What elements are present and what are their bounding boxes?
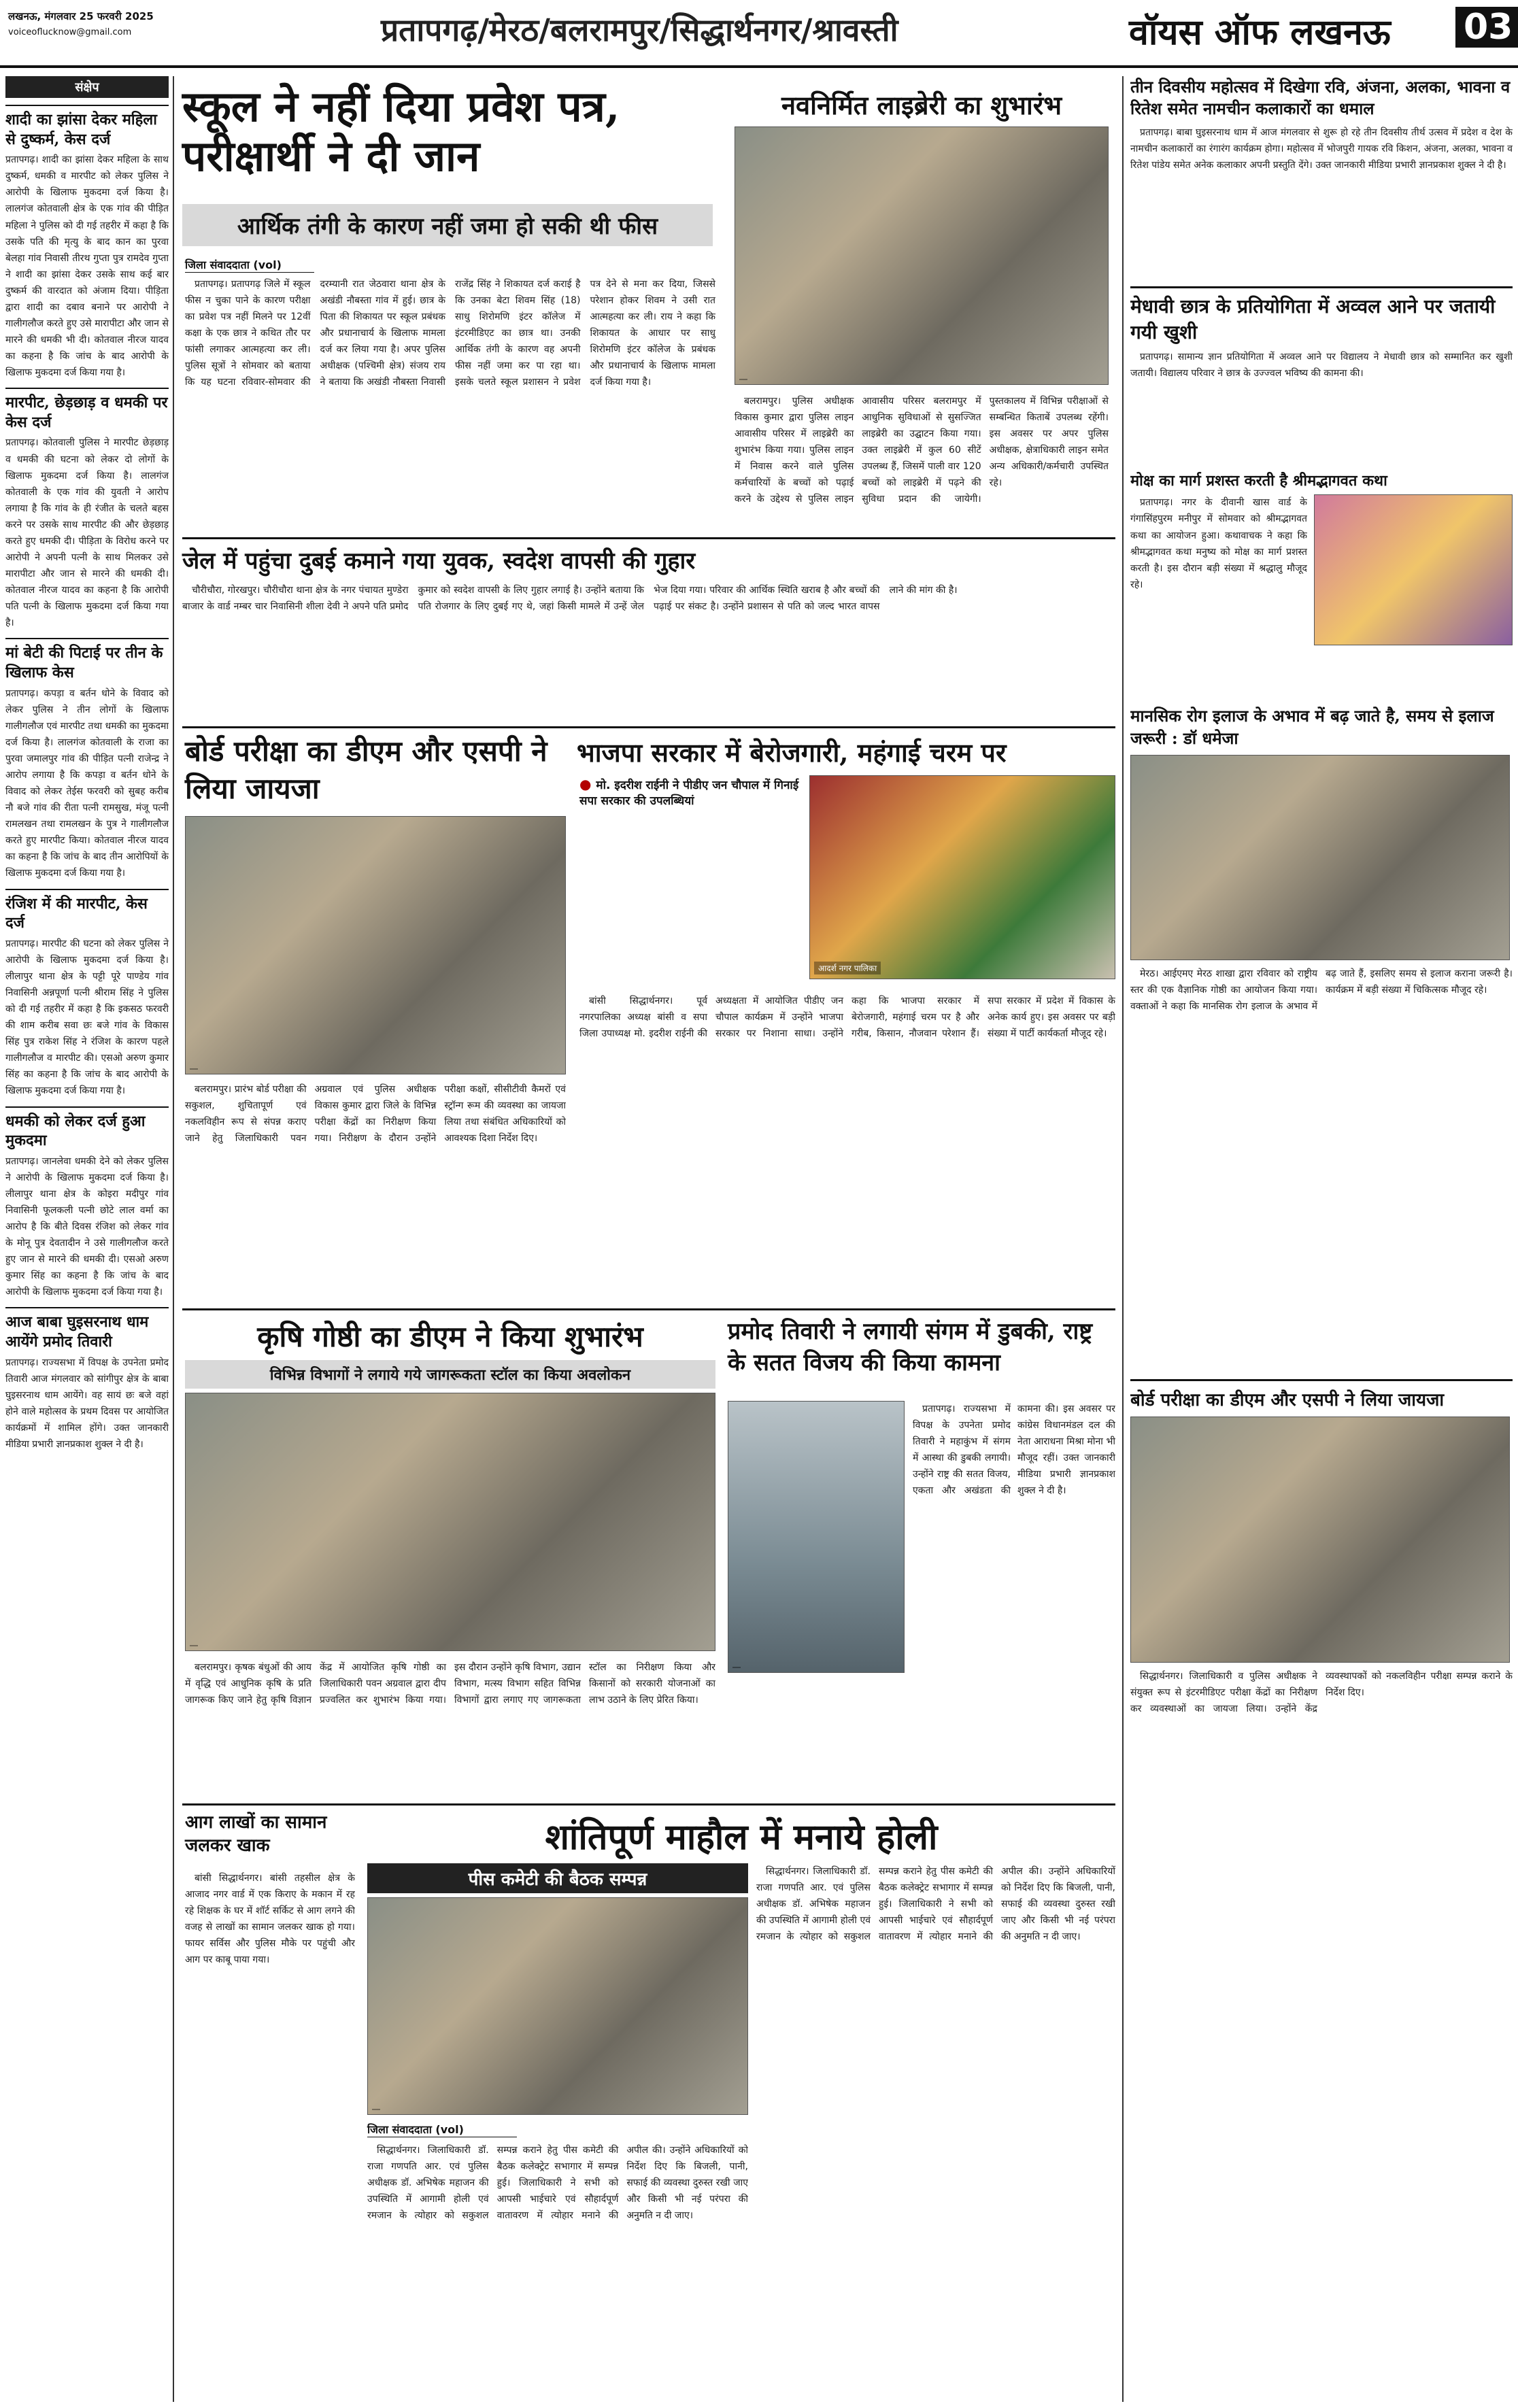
mental-health-body (1130, 966, 1513, 1374)
bhagwat-block (1130, 494, 1513, 698)
right-board-text: सिद्धार्थनगर। जिलाधिकारी व पुलिस अधीक्षक ने संयुक्त रूप से इंटरमीडिएट परीक्षा केंद्रों का निरीक्षण कर व्यवस्थाओं का जायजा लिया। उन्होंने केंद्र व्यवस्थापकों को नकलविहीन परीक्षा सम्पन्न कराने के निर्देश दिए। (1130, 1671, 1513, 1715)
holi-body (367, 2142, 748, 2401)
briefs-label: संक्षेप (5, 76, 169, 98)
holi-body-continued (756, 1863, 1115, 2401)
divider (173, 76, 174, 2402)
bjp-photo-caption: आदर्श नगर पालिका (814, 962, 881, 974)
brief-headline: धमकी को लेकर दर्ज हुआ मुकदमा (5, 1106, 169, 1151)
mahotsav-body (1130, 124, 1513, 281)
mental-health-headline: मानसिक रोग इलाज के अभाव में बढ़ जाते है, समय से इलाज जरूरी : डॉ धमेजा (1130, 706, 1494, 748)
brief-text: प्रतापगढ़। राज्यसभा में विपक्ष के उपनेता प्रमोद तिवारी आज मंगलवार को सांगीपुर क्षेत्र के बाबा घुइसरनाथ धाम आयेंगे। वह सायं छः बजे वहां होने वाले महोत्सव के प्रथम दिवस पर आयोजित कार्यक्रमों में शामिल होंगे। उक्त जानकारी मीडिया प्रभारी ज्ञानप्रकाश शुक्ल ने दी है। (5, 1357, 169, 1450)
right-board-body (1130, 1668, 1513, 1927)
fire-headline: आग लाखों का सामान जलकर खाक (185, 1812, 327, 1856)
briefs-list (5, 105, 169, 1453)
school-subhead: आर्थिक तंगी के कारण नहीं जमा हो सकी थी फीस (182, 204, 713, 246)
holi-byline: जिला संवाददाता (vol) (367, 2122, 517, 2137)
school-headline: स्कूल ने नहीं दिया प्रवेश पत्र, परीक्षार्थी ने दी जान (182, 82, 620, 182)
sangam-photo (728, 1401, 905, 1673)
krishi-headline: कृषि गोष्ठी का डीएम ने किया शुभारंभ (257, 1320, 643, 1353)
sangam-body (913, 1401, 1115, 1795)
divider (182, 726, 1115, 728)
mental-health-text: मेरठ। आईएमए मेरठ शाखा द्वारा रविवार को राष्ट्रीय स्तर की एक वैज्ञानिक गोष्ठी का आयोजन किया गया। वक्ताओं ने कहा कि मानसिक रोग इलाज के अभाव में बढ़ जाते हैं, इसलिए समय से इलाज कराना जरूरी है। कार्यक्रम में बड़ी संख्या में चिकित्सक मौजूद रहे। (1130, 968, 1513, 1013)
brief-text: प्रतापगढ़। शादी का झांसा देकर महिला के साथ दुष्कर्म, धमकी व मारपीट को लेकर पुलिस ने आरोपी के खिलाफ मुकदमा दर्ज किया है। लालगंज कोतवाली क्षेत्र के एक गांव की पीड़ित महिला ने पुलिस को दी गई तहरीर में कहा है कि उसके पति की मृत्यु के बाद कान का पुरवा बेलहा गांव निवासी तीरथ गुप्ता पुत्र रामदेव गुप्ता ने शादी का झांसा देकर उसके साथ कई बार दुष्कर्म की वारदात को अंजाम दिया। पीड़िता द्वारा शादी का दबाव बनाने पर आरोपी ने गालीगलौज करते हुए उसे मारापीटा और जान से मारने की धमकी भी दी। कोतवाल नीरज यादव का कहना है कि जांच के बाद आरोपी के खिलाफ मुकदमा दर्ज किया गया है। (5, 154, 169, 379)
briefs-column (5, 76, 169, 2402)
brief-headline: मां बेटी की पिटाई पर तीन के खिलाफ केस (5, 638, 169, 682)
brief-headline: आज बाबा घुइसरनाथ धाम आयेंगे प्रमोद तिवारी (5, 1307, 169, 1351)
board-photo (185, 816, 566, 1074)
mental-health-photo (1130, 755, 1510, 960)
student-text: प्रतापगढ़। सामान्य ज्ञान प्रतियोगिता में अव्वल आने पर विद्यालय ने मेधावी छात्र को सम्मानित कर खुशी जतायी। विद्यालय परिवार ने छात्र के उज्ज्वल भविष्य की कामना की। (1130, 352, 1513, 379)
holi-text-continued: सिद्धार्थनगर। जिलाधिकारी डॉ. राजा गणपति आर. एवं पुलिस अधीक्षक डॉ. अभिषेक महाजन की उपस्थिति में आगामी होली एवं रमजान के त्योहार को सकुशल सम्पन्न कराने हेतु पीस कमेटी की बैठक कलेक्ट्रेट सभागार में सम्पन्न हुई। जिलाधिकारी ने सभी को आपसी भाईचारे एवं सौहार्दपूर्ण वातावरण में त्योहार मनाने की अपील की। उन्होंने अधिकारियों को निर्देश दिए कि बिजली, पानी, सफाई की व्यवस्था दुरुस्त रखी जाए और किसी भी नई परंपरा की अनुमति न दी जाए। (756, 1866, 1115, 1943)
page-number: 03 (1455, 7, 1518, 48)
bjp-photo (809, 775, 1115, 979)
divider (1122, 76, 1124, 2402)
right-board-headline: बोर्ड परीक्षा का डीएम और एसपी ने लिया जायजा (1130, 1390, 1445, 1411)
bhagwat-text: प्रतापगढ़। नगर के दीवानी खास वार्ड के गंगासिंहपुरम मनीपुर में सोमवार को श्रीमद्भागवत कथा का आयोजन हुआ। कथावाचक ने कहा कि श्रीमद्भागवत कथा मनुष्य को मोक्ष का मार्ग प्रशस्त करती है। इस दौरान बड़ी संख्या में श्रद्धालु मौजूद रहे। (1130, 497, 1307, 590)
fire-text: बांसी सिद्धार्थनगर। बांसी तहसील क्षेत्र के आजाद नगर वार्ड में एक किराए के मकान में रह रहे शिक्षक के घर में शॉर्ट सर्किट से आग लगने की वजह से लाखों का सामान जलकर खाक हो गया। फायर सर्विस और पुलिस मौके पर पहुंची और आग पर काबू पाया गया। (185, 1873, 355, 1966)
right-board-photo (1130, 1417, 1510, 1663)
mahotsav-text: प्रतापगढ़। बाबा घुइसरनाथ धाम में आज मंगलवार से शुरू हो रहे तीन दिवसीय तीर्थ उत्सव में प्रदेश व देश के नामचीन कलाकारों का रंगारंग कार्यक्रम होगा। महोत्सव में भोजपुरी गायक रवि किशन, अंजना, अलका, भावना व रितेश पांडेय समेत अनेक कलाकार अपनी प्रस्तुति देंगे। उक्त जानकारी मीडिया प्रभारी ज्ञानप्रकाश शुक्ल ने दी है। (1130, 126, 1513, 171)
divider (182, 1803, 1115, 1805)
krishi-text: बलरामपुर। कृषक बंधुओं की आय में वृद्धि एवं आधुनिक कृषि के प्रति जागरूक किए जाने हेतु कृषि विज्ञान केंद्र में आयोजित कृषि गोष्ठी का जिलाधिकारी पवन अग्रवाल द्वारा दीप प्रज्वलित कर शुभारंभ किया गया। इस दौरान उन्होंने कृषि विभाग, उद्यान विभाग, मत्स्य विभाग सहित विभिन्न विभागों द्वारा लगाए गए जागरूकता स्टॉल का निरीक्षण किया और किसानों को सरकारी योजनाओं का लाभ उठाने के लिए प्रेरित किया। (185, 1662, 715, 1706)
holi-headline: शांतिपूर्ण माहौल में मनाये होली (545, 1816, 938, 1858)
student-body (1130, 349, 1513, 464)
holi-subhead: पीस कमेटी की बैठक सम्पन्न (367, 1863, 748, 1893)
bjp-body (579, 993, 1115, 1299)
jail-headline: जेल में पहुंचा दुबई कमाने गया युवक, स्वदेश वापसी की गुहार (182, 547, 696, 575)
brief-text: प्रतापगढ़। कपड़ा व बर्तन धोने के विवाद को लेकर पुलिस ने तीन लोगों के खिलाफ गालीगलौज एवं मारपीट तथा धमकी का मुकदमा दर्ज किया है। लालगंज कोतवाली के राजा का पुरवा जमालपुर गांव की पीड़ित पत्नी राजेन्द्र ने आरोप लगाया है कि कपड़ा व बर्तन धोने के विवाद को लेकर तेईस फरवरी को सुबह करीब नौ बजे गांव की रीता पत्नी रामसुख, मंजू पत्नी रामलखन तथा रामलखन के पुत्र ने गालीगलौज करते हुए मारपीट किया। कोतवाल नीरज यादव का कहना है कि जांच के बाद तीन आरोपियों के खिलाफ मुकदमा दर्ज किया गया है। (5, 688, 169, 879)
bhagwat-photo (1314, 494, 1513, 645)
sangam-photo-caption (732, 1667, 741, 1668)
school-body (185, 276, 715, 528)
divider (1130, 286, 1513, 288)
brief-headline: शादी का झांसा देकर महिला से दुष्कर्म, केस दर्ज (5, 105, 169, 149)
board-photo-caption (190, 1068, 198, 1070)
library-text: बलरामपुर। पुलिस अधीक्षक विकास कुमार द्वारा पुलिस लाइन आवासीय परिसर में लाइब्रेरी का शुभारंभ किया गया। पुलिस लाइन में निवास करने वाले पुलिस कर्मचारियों के बच्चों को पढ़ाई करने के उद्देश्य से पुलिस लाइन आवासीय परिसर बलरामपुर में आधुनिक सुविधाओं से सुसज्जित लाइब्रेरी का उद्घाटन किया गया। उक्त लाइब्रेरी में कुल 60 सीटें उपलब्ध हैं, जिसमें पाली वार 120 बच्चों को लाइब्रेरी में पढ़ने की सुविधा प्रदान की जायेगी। पुस्तकालय में विभिन्न परीक्षाओं से सम्बन्धित किताबें उपलब्ध रहेंगी। इस अवसर पर अपर पुलिस अधीक्षक, क्षेत्राधिकारी लाइन समेत अन्य अधिकारी/कर्मचारी उपस्थित रहे। (735, 396, 1109, 505)
bhagwat-body (1130, 494, 1307, 698)
brief-headline: रंजिश में की मारपीट, केस दर्ज (5, 889, 169, 933)
bjp-headline: भाजपा सरकार में बेरोजगारी, महंगाई चरम पर (577, 737, 1007, 768)
student-headline: मेधावी छात्र के प्रतियोगिता में अव्वल आने पर जतायी गयी खुशी (1130, 294, 1496, 343)
krishi-body (185, 1659, 715, 1795)
mahotsav-headline: तीन दिवसीय महोत्सव में दिखेगा रवि, अंजना, अलका, भावना व रितेश समेत नामचीन कलाकारों का धमाल (1130, 77, 1511, 119)
library-photo (735, 126, 1109, 385)
library-photo-caption (739, 379, 747, 380)
sangam-text: प्रतापगढ़। राज्यसभा में विपक्ष के उपनेता प्रमोद तिवारी ने महाकुंभ में संगम में आस्था की डुबकी लगायी। उन्होंने राष्ट्र की सतत विजय, एकता और अखंडता की कामना की। इस अवसर पर कांग्रेस विधानमंडल दल की नेता आराधना मिश्रा मोना भी मौजूद रहीं। उक्त जानकारी मीडिया प्रभारी ज्ञानप्रकाश शुक्ल ने दी है। (913, 1404, 1115, 1497)
paper-name: वॉयस ऑफ लखनऊ (1129, 12, 1391, 53)
right-column (1130, 76, 1513, 2402)
divider (182, 537, 1115, 539)
fire-body (185, 1870, 355, 2401)
library-body (735, 393, 1109, 529)
bjp-text: बांसी सिद्धार्थनगर। पूर्व नगरपालिका अध्यक्ष बांसी व सपा जिला उपाध्यक्ष मो. इदरीश राईनी की अध्यक्षता में आयोजित पीडीए जन चौपाल कार्यक्रम में उन्होंने भाजपा सरकार पर निशाना साधा। उन्होंने कहा कि भाजपा सरकार में बेरोजगारी, महंगाई चरम पर है और गरीब, किसान, नौजवान परेशान हैं। सपा सरकार में प्रदेश में विकास के अनेक कार्य हुए। इस अवसर पर बड़ी संख्या में पार्टी कार्यकर्ता मौजूद रहे। (579, 996, 1115, 1040)
section-cities: प्रतापगढ़/मेरठ/बलरामपुर/सिद्धार्थनगर/श्रावस्ती (381, 12, 898, 48)
library-headline: नवनिर्मित लाइब्रेरी का शुभारंभ (781, 90, 1062, 120)
school-byline: जिला संवाददाता (vol) (185, 257, 314, 273)
krishi-photo-caption (190, 1645, 198, 1646)
divider (1130, 1379, 1513, 1381)
board-body (185, 1081, 566, 1299)
board-text: बलरामपुर। प्रारंभ बोर्ड परीक्षा की सकुशल, शुचितापूर्ण एवं नकलविहीन रूप से संपन्न कराए जाने हेतु जिलाधिकारी पवन अग्रवाल एवं पुलिस अधीक्षक विकास कुमार द्वारा जिले के विभिन्न परीक्षा केंद्रों का निरीक्षण किया गया। निरीक्षण के दौरान उन्होंने परीक्षा कक्षों, सीसीटीवी कैमरों एवं स्ट्रॉन्ग रूम की व्यवस्था का जायजा लिया तथा संबंधित अधिकारियों को आवश्यक दिशा निर्देश दिए। (185, 1084, 566, 1144)
sangam-headline: प्रमोद तिवारी ने लगायी संगम में डुबकी, राष्ट्र के सतत विजय की किया कामना (728, 1318, 1093, 1376)
holi-text: सिद्धार्थनगर। जिलाधिकारी डॉ. राजा गणपति आर. एवं पुलिस अधीक्षक डॉ. अभिषेक महाजन की उपस्थिति में आगामी होली एवं रमजान के त्योहार को सकुशल सम्पन्न कराने हेतु पीस कमेटी की बैठक कलेक्ट्रेट सभागार में सम्पन्न हुई। जिलाधिकारी ने सभी को आपसी भाईचारे एवं सौहार्दपूर्ण वातावरण में त्योहार मनाने की अपील की। उन्होंने अधिकारियों को निर्देश दिए कि बिजली, पानी, सफाई की व्यवस्था दुरुस्त रखी जाए और किसी भी नई परंपरा की अनुमति न दी जाए। (367, 2145, 748, 2222)
jail-body (182, 582, 1115, 718)
board-headline: बोर्ड परीक्षा का डीएम और एसपी ने लिया जायजा (185, 734, 547, 805)
brief-text: प्रतापगढ़। जानलेवा धमकी देने को लेकर पुलिस ने आरोपी के खिलाफ मुकदमा दर्ज किया है। लीलापुर थाना क्षेत्र के कोइरा मदीपुर गांव निवासिनी फूलकली पत्नी छोटे लाल वर्मा का आरोप है कि बीते दिवस रंजिश को लेकर गांव के मोनू पुत्र देवतादीन ने उसे गालीगलौज करते हुए जान से मारने की धमकी दी। एसओ अरुण कुमार सिंह का कहना है कि जांच के बाद आरोपी के खिलाफ मुकदमा दर्ज किया गया है। (5, 1155, 169, 1298)
holi-photo-caption (372, 2109, 380, 2110)
krishi-subhead: विभिन्न विभागों ने लगाये गये जागरूकता स्टॉल का किया अवलोकन (185, 1360, 715, 1389)
jail-text: चौरीचौरा, गोरखपुर। चौरीचौरा थाना क्षेत्र के नगर पंचायत मुण्डेरा बाजार के वार्ड नम्बर चार निवासिनी शीला देवी ने अपने पति प्रमोद कुमार को स्वदेश वापसी के लिए गुहार लगाई है। उन्होंने बताया कि पति रोजगार के लिए दुबई गए थे, जहां किसी मामले में उन्हें जेल भेज दिया गया। परिवार की आर्थिक स्थिति खराब है और बच्चों की पढ़ाई पर संकट है। उन्होंने प्रशासन से पति को जल्द भारत वापस लाने की मांग की है। (182, 585, 958, 613)
bullet-icon: ● (579, 776, 596, 792)
bjp-bullet-text: मो. इदरीश राईनी ने पीडीए जन चौपाल में गिनाई सपा सरकार की उपलब्धियां (579, 779, 799, 808)
brief-headline: मारपीट, छेड़छाड़ व धमकी पर केस दर्ज (5, 388, 169, 432)
bhagwat-headline: मोक्ष का मार्ग प्रशस्त करती है श्रीमद्भागवत कथा (1130, 472, 1387, 490)
brief-text: प्रतापगढ़। कोतवाली पुलिस ने मारपीट छेड़छाड़ व धमकी की घटना को लेकर दो लोगों के खिलाफ मुकदमा दर्ज किया है। लालगंज कोतवाली के एक गांव की युवती ने आरोप लगाया है कि गांव के ही रंजीत के चलते बहस करने पर उसके साथ मारपीट की और छेड़छाड़ करते हुए धमकी दी। पीड़िता के विरोध करने पर आरोपी ने अपनी पत्नी के साथ मिलकर उसे मारापीटा और जान से मारने की धमकी दी। कोतवाल नीरज यादव का कहना है कि आरोपी पति पत्नी के खिलाफ मुकदमा दर्ज किया गया है। (5, 437, 169, 629)
issue-date: लखनऊ, मंगलवार 25 फरवरी 2025 (8, 10, 154, 22)
school-text: प्रतापगढ़। प्रतापगढ़ जिले में स्कूल फीस न चुका पाने के कारण परीक्षा का प्रवेश पत्र नहीं मिलने पर 12वीं कक्षा के एक छात्र ने कथित तौर पर फांसी लगाकर आत्महत्या कर ली। पुलिस सूत्रों ने सोमवार को बताया कि यह घटना रविवार-सोमवार की दरम्यानी रात जेठवारा थाना क्षेत्र के अखंडी नौबस्ता गांव में हुई। छात्र के पिता की शिकायत पर स्कूल प्रबंधक और प्रधानाचार्य के खिलाफ मामला दर्ज कर लिया गया है। अपर पुलिस अधीक्षक (पश्चिमी क्षेत्र) संजय राय ने बताया कि अखंडी नौबस्ता निवासी राजेंद्र सिंह ने शिकायत दर्ज कराई है कि उनका बेटा शिवम सिंह (18) साधु शिरोमणि इंटर कॉलेज में इंटरमीडिएट का छात्र था। उनकी आर्थिक तंगी के कारण वह अपनी फीस नहीं जमा कर पा रहा था। इसके चलते स्कूल प्रशासन ने प्रवेश पत्र देने से मना कर दिया, जिससे परेशान होकर शिवम ने उसी रात आत्महत्या कर ली। राय ने कहा कि शिकायत के आधार पर साधु शिरोमणि इंटर कॉलेज के प्रबंधक और प्रधानाचार्य के खिलाफ मामला दर्ज किया गया है। (185, 279, 715, 388)
bjp-bullet (579, 775, 804, 809)
masthead (0, 0, 1518, 68)
brief-text: प्रतापगढ़। मारपीट की घटना को लेकर पुलिस ने आरोपी के खिलाफ मुकदमा दर्ज किया है। लीलापुर थाना क्षेत्र के पट्टी पूरे पाण्डेय गांव निवासिनी अन्नपूर्णा पत्नी श्रीराम सिंह ने पुलिस को दी गई तहरीर में कहा है कि इकसठ फरवरी की शाम करीब सवा छः बजे गांव के विकास सिंह पुत्र राकेश सिंह ने रंजिश के कारण पहले गालीगलौज व मारपीट की। एसओ अरुण कुमार सिंह का कहना है कि जांच के बाद आरोपी के खिलाफ मुकदमा दर्ज किया गया है। (5, 938, 169, 1097)
contact-email: voiceoflucknow@gmail.com (8, 27, 132, 37)
krishi-photo (185, 1393, 715, 1651)
divider (182, 1308, 1115, 1310)
holi-photo (367, 1897, 748, 2115)
